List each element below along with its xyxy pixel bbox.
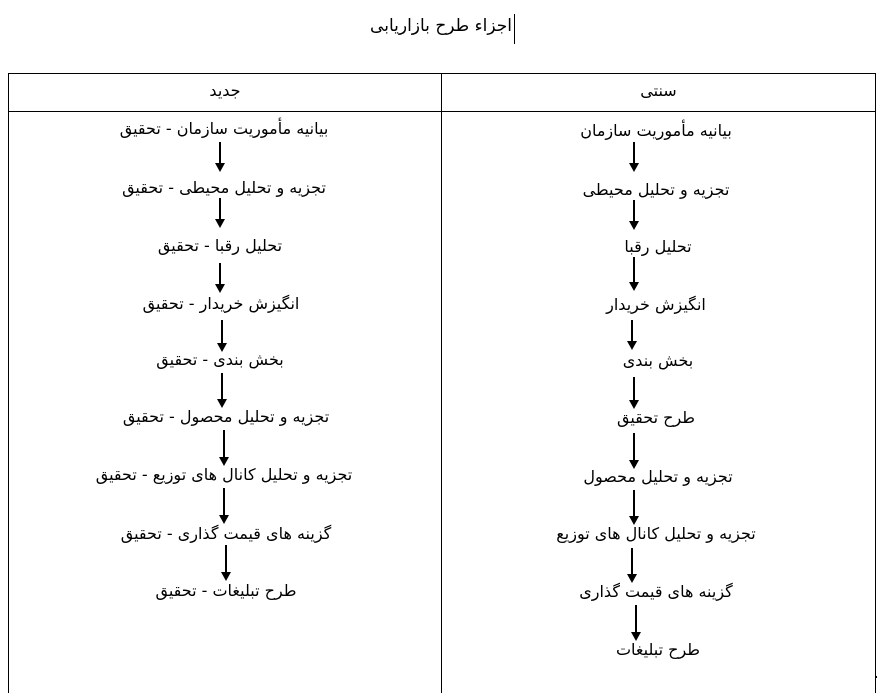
traditional-column-header: سنتی — [640, 81, 677, 100]
column-divider — [441, 73, 442, 693]
new-step-4: انگیزش خریدار - تحقیق — [142, 294, 300, 313]
traditional-step-10: طرح تبلیغات — [615, 640, 701, 659]
traditional-step-8: تجزیه و تحلیل کانال های توزیع — [556, 524, 756, 543]
text-cursor — [514, 14, 515, 44]
new-step-7: تجزیه و تحلیل کانال های توزیع - تحقیق — [95, 465, 353, 484]
new-step-9: طرح تبلیغات - تحقیق — [155, 581, 297, 600]
header-divider — [8, 111, 876, 112]
new-step-3: تحلیل رقبا - تحقیق — [157, 236, 283, 255]
new-step-1: بیانیه مأموریت سازمان - تحقیق — [119, 119, 329, 138]
new-column-header: جدید — [209, 81, 241, 100]
new-step-2: تجزیه و تحلیل محیطی - تحقیق — [122, 178, 326, 197]
traditional-step-1: بیانیه مأموریت سازمان — [580, 121, 732, 140]
new-step-5: بخش بندی - تحقیق — [156, 350, 284, 369]
document-title: اجزاء طرح بازاریابی — [370, 16, 512, 36]
traditional-step-2: تجزیه و تحلیل محیطی — [582, 180, 730, 199]
new-step-6: تجزیه و تحلیل محصول - تحقیق — [122, 407, 330, 426]
new-step-8: گزینه های قیمت گذاری - تحقیق — [120, 524, 332, 543]
traditional-step-3: تحلیل رقبا — [624, 237, 692, 256]
traditional-step-7: تجزیه و تحلیل محصول — [583, 467, 733, 486]
traditional-step-9: گزینه های قیمت گذاری — [579, 582, 733, 601]
page-edge-mark — [875, 676, 877, 678]
traditional-step-6: طرح تحقیق — [616, 408, 696, 427]
comparison-table — [8, 73, 876, 693]
traditional-step-4: انگیزش خریدار — [606, 295, 706, 314]
traditional-step-5: بخش بندی — [622, 351, 694, 370]
